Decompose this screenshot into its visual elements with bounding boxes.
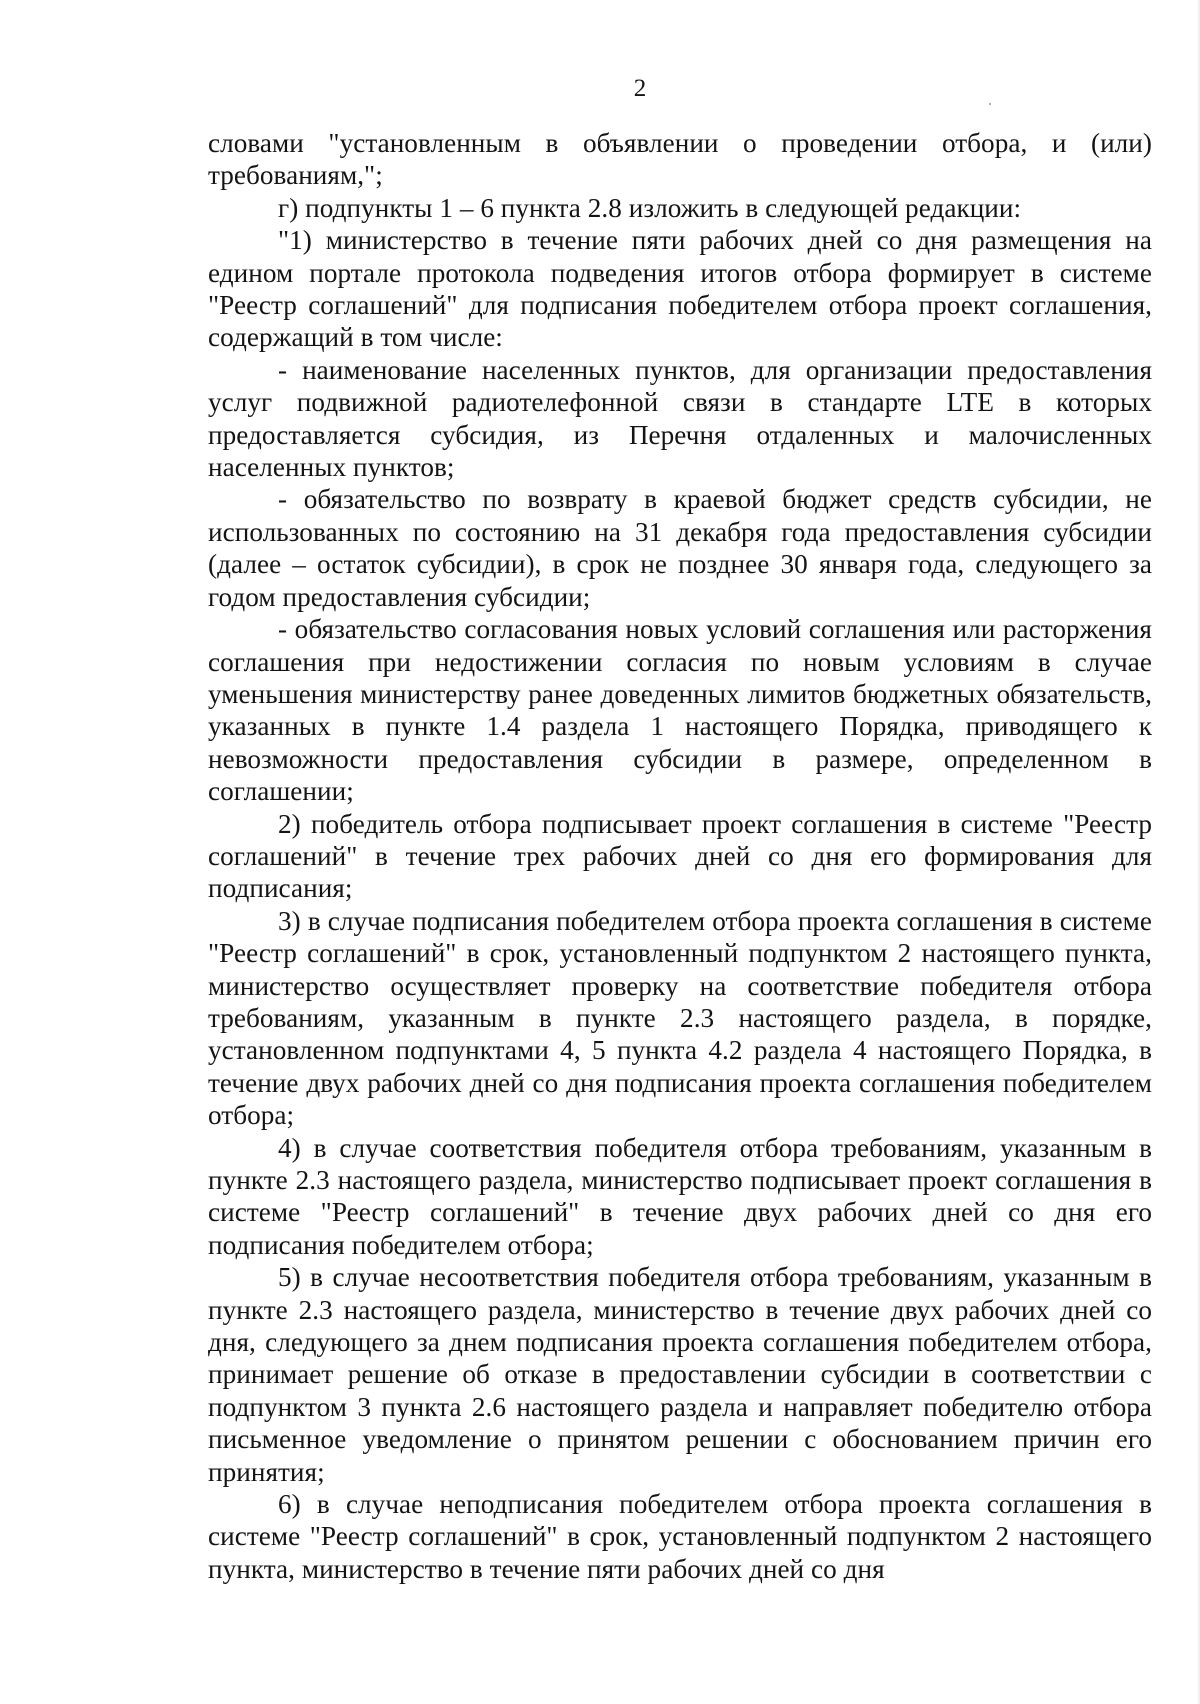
scan-artifact — [989, 103, 991, 105]
paragraph-bullet-agreement-terms: - обязательство согласования новых условий соглашения или расторжения соглашения при недостижении согласия по новым условиям в случае уменьшения министерству ранее доведенных лимитов бюджетных обязательств, указанных в пункте 1.4 раздела 1 настоящего Порядка, приводящего к невозможности предоставления субсидии в размере, определенном в соглашении; — [208, 614, 1152, 807]
paragraph-item-3: 3) в случае подписания победителем отбора проекта соглашения в системе "Реестр соглашений" в срок, установленный подпунктом 2 настоящего пункта, министерство осуществляет проверку на соответствие победителя отбора требованиям, указанным в пункте 2.3 настоящего раздела, в порядке, установленном подпунктами 4, 5 пункта 4.2 раздела 4 настоящего Порядка, в течение двух рабочих дней со дня подписания проекта соглашения победителем отбора; — [208, 905, 1152, 1131]
paragraph-bullet-refund: - обязательство по возврату в краевой бюджет средств субсидии, не использованных по состоянию на 31 декабря года предоставления субсидии (далее – остаток субсидии), в срок не позднее 30 января года, следующего за годом предоставления субсидии; — [208, 484, 1152, 612]
paragraph-continuation: словами "установленным в объявлении о проведении отбора, и (или) требованиям,"; — [208, 128, 1152, 191]
paragraph-item-1: "1) министерство в течение пяти рабочих дней со дня размещения на едином портале протокола подведения итогов отбора формирует в системе "Реестр соглашений" для подписания победителем отбора проект соглашения, содержащий в том числе: — [208, 225, 1152, 353]
paragraph-item-6: 6) в случае неподписания победителем отбора проекта соглашения в системе "Реестр соглашений" в срок, установленный подпунктом 2 настоящего пункта, министерство в течение пяти рабочих дней со дня — [208, 1489, 1152, 1584]
document-body — [208, 127, 1152, 1585]
paragraph-bullet-localities: - наименование населенных пунктов, для организации предоставления услуг подвижной радиотелефонной связи в стандарте LTE в которых предоставляется субсидия, из Перечня отдаленных и малочисленных населенных пунктов; — [208, 354, 1152, 483]
page-number: 2 — [633, 75, 647, 102]
paragraph-item-5: 5) в случае несоответствия победителя отбора требованиям, указанным в пункте 2.3 настоящего раздела, министерство в течение двух рабочих дней со дня, следующего за днем подписания проекта соглашения победителем отбора, принимает решение об отказе в предоставлении субсидии в соответствии с подпунктом 3 пункта 2.6 настоящего раздела и направляет победителю отбора письменное уведомление о принятом решении с обоснованием причин его принятия; — [208, 1262, 1152, 1487]
paragraph-item-2: 2) победитель отбора подписывает проект соглашения в системе "Реестр соглашений" в течение трех рабочих дней со дня его формирования для подписания; — [208, 808, 1152, 904]
paragraph-subitem-g: г) подпункты 1 – 6 пункта 2.8 изложить в следующей редакции: — [278, 192, 1022, 223]
paragraph-item-4: 4) в случае соответствия победителя отбора требованиям, указанным в пункте 2.3 настоящего раздела, министерство подписывает проект соглашения в системе "Реестр соглашений" в течение двух рабочих дней со дня его подписания победителем отбора; — [208, 1132, 1152, 1260]
